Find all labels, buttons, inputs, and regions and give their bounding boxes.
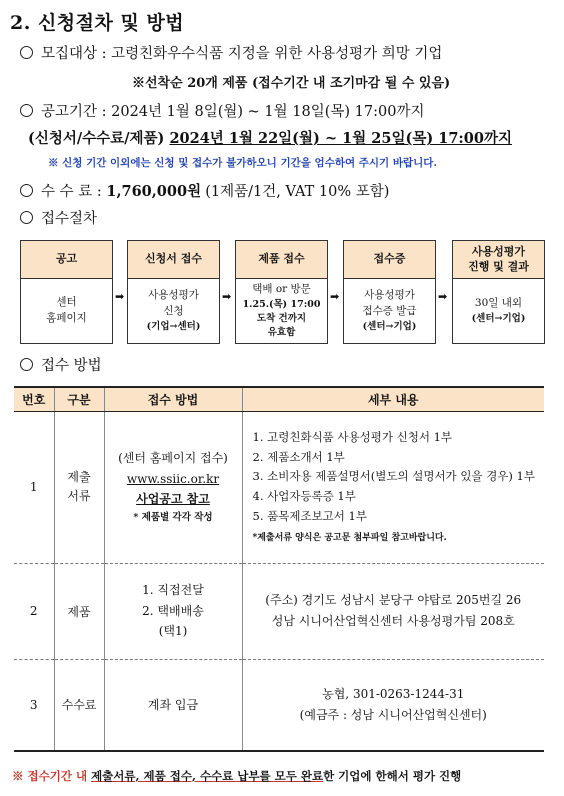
process-step bbox=[20, 240, 113, 344]
table-row bbox=[14, 659, 544, 751]
process-step-title: 사용성평가 진행 및 결과 bbox=[453, 241, 544, 279]
process-step-body: 사용성평가 신청 (기업→센터) bbox=[146, 289, 201, 332]
row-method: (센터 홈페이지 접수) www.ssiic.or.kr 사업공고 참고 * 제품별 각각 작성 bbox=[104, 411, 242, 563]
section-title: 2. 신청절차 및 방법 bbox=[10, 12, 185, 34]
row-type: 제품 bbox=[54, 563, 104, 659]
fee-detail: (1제품/1건, VAT 10% 포함) bbox=[205, 184, 390, 200]
arrow-right-icon: ➡ bbox=[438, 290, 448, 303]
circle-bullet-icon bbox=[20, 46, 33, 59]
process-step-title: 신청서 접수 bbox=[128, 241, 219, 279]
detail-note: *제출서류 양식은 공고문 첨부파일 참고바랍니다. bbox=[252, 532, 447, 543]
process-step-body: 택배 or 방문 1.25.(목) 17:00 도착 건까지 유효함 bbox=[242, 282, 321, 338]
row-type: 수수료 bbox=[54, 659, 104, 751]
fee-label: 수 수 료 bbox=[41, 184, 93, 200]
header-method: 접수 방법 bbox=[104, 387, 242, 411]
row-detail: 1. 고령친화식품 사용성평가 신청서 1부 2. 제품소개서 1부 3. 소비자용 제품설명서(별도의 설명서가 있을 경우) 1부 4. 사업자등록증 1부 5. 품목제조보고서 1부 *제출서류 양식은 공고문 첨부파일 참고바랍니다. bbox=[242, 411, 544, 563]
fee-amount: 1,760,000원 bbox=[106, 183, 202, 200]
process-step-body: 센터 홈페이지 bbox=[46, 296, 87, 324]
process-step-body: 사용성평가 접수증 발급 (센터→기업) bbox=[362, 289, 417, 332]
period-warning: ※ 신청 기간 이외에는 신청 및 접수가 불가하오니 기간을 엄수하여 주시기 바랍니다. bbox=[48, 157, 438, 169]
bottom-note: ※ 접수기간 내 제출서류, 제품 접수, 수수료 납부를 모두 완료한 기업에 한해서 평가 진행 bbox=[12, 769, 462, 783]
arrow-right-icon: ➡ bbox=[330, 290, 340, 303]
row-type: 제출 서류 bbox=[54, 411, 104, 563]
table-header-row bbox=[14, 387, 544, 411]
method-row bbox=[20, 354, 102, 375]
process-step bbox=[343, 240, 436, 344]
table-row bbox=[14, 563, 544, 659]
arrow-right-icon: ➡ bbox=[115, 290, 125, 303]
method-table bbox=[14, 386, 544, 752]
bottom-highlight: 제출서류, 제품 접수, 수수료 납부를 모두 완료 bbox=[91, 769, 324, 783]
row-detail: 농협, 301-0263-1244-31 (예금주 : 성남 시니어산업혁신센터) bbox=[242, 659, 544, 751]
process-step bbox=[127, 240, 220, 344]
header-detail: 세부 내용 bbox=[242, 387, 544, 411]
apply-period-row bbox=[28, 127, 512, 148]
process-row bbox=[20, 207, 97, 228]
arrow-right-icon: ➡ bbox=[222, 290, 232, 303]
recruit-label: 모집대상 bbox=[41, 46, 98, 62]
process-step-title: 공고 bbox=[21, 241, 112, 279]
apply-label: (신청서/수수료/제품) bbox=[28, 130, 165, 147]
table-row bbox=[14, 411, 544, 563]
circle-bullet-icon bbox=[20, 104, 33, 117]
process-step-title: 제품 접수 bbox=[236, 241, 327, 279]
row-no: 3 bbox=[14, 659, 54, 751]
process-step bbox=[235, 240, 328, 344]
notice-value: 2024년 1월 8일(월) ~ 1월 18일(목) 17:00까지 bbox=[111, 104, 425, 120]
header-type: 구분 bbox=[54, 387, 104, 411]
process-step-title: 접수증 bbox=[344, 241, 435, 279]
header-no: 번호 bbox=[14, 387, 54, 411]
circle-bullet-icon bbox=[20, 211, 33, 224]
process-label: 접수절차 bbox=[41, 211, 98, 227]
row-detail: (주소) 경기도 성남시 분당구 야탑로 205번길 26 성남 시니어산업혁신센터 사용성평가팀 208호 bbox=[242, 563, 544, 659]
apply-value: 2024년 1월 22일(월) ~ 1월 25일(목) 17:00까지 bbox=[169, 130, 512, 147]
recruit-note: ※선착순 20개 제품 (접수기간 내 조기마감 될 수 있음) bbox=[132, 76, 451, 91]
circle-bullet-icon bbox=[20, 358, 33, 371]
row-method: 계좌 입금 bbox=[104, 659, 242, 751]
row-method: 1. 직접전달 2. 택배배송 (택1) bbox=[104, 563, 242, 659]
notice-label: 공고기간 bbox=[41, 104, 98, 120]
process-step-body: 30일 내외 (센터→기업) bbox=[471, 297, 526, 324]
row-no: 1 bbox=[14, 411, 54, 563]
circle-bullet-icon bbox=[20, 184, 33, 197]
notice-row: 공고기간 : 2024년 1월 8일(월) ~ 1월 18일(목) 17:00까지 bbox=[20, 100, 424, 121]
fee-row: 수 수 료 : 1,760,000원 (1제품/1건, VAT 10% 포함) bbox=[20, 180, 389, 201]
process-step bbox=[452, 240, 545, 344]
site-link[interactable]: www.ssiic.or.kr bbox=[126, 471, 220, 486]
recruit-row: 모집대상 : 고령친화우수식품 지정을 위한 사용성평가 희망 기업 bbox=[20, 42, 442, 63]
method-label: 접수 방법 bbox=[41, 358, 102, 374]
recruit-value: 고령친화우수식품 지정을 위한 사용성평가 희망 기업 bbox=[111, 46, 443, 62]
row-no: 2 bbox=[14, 563, 54, 659]
